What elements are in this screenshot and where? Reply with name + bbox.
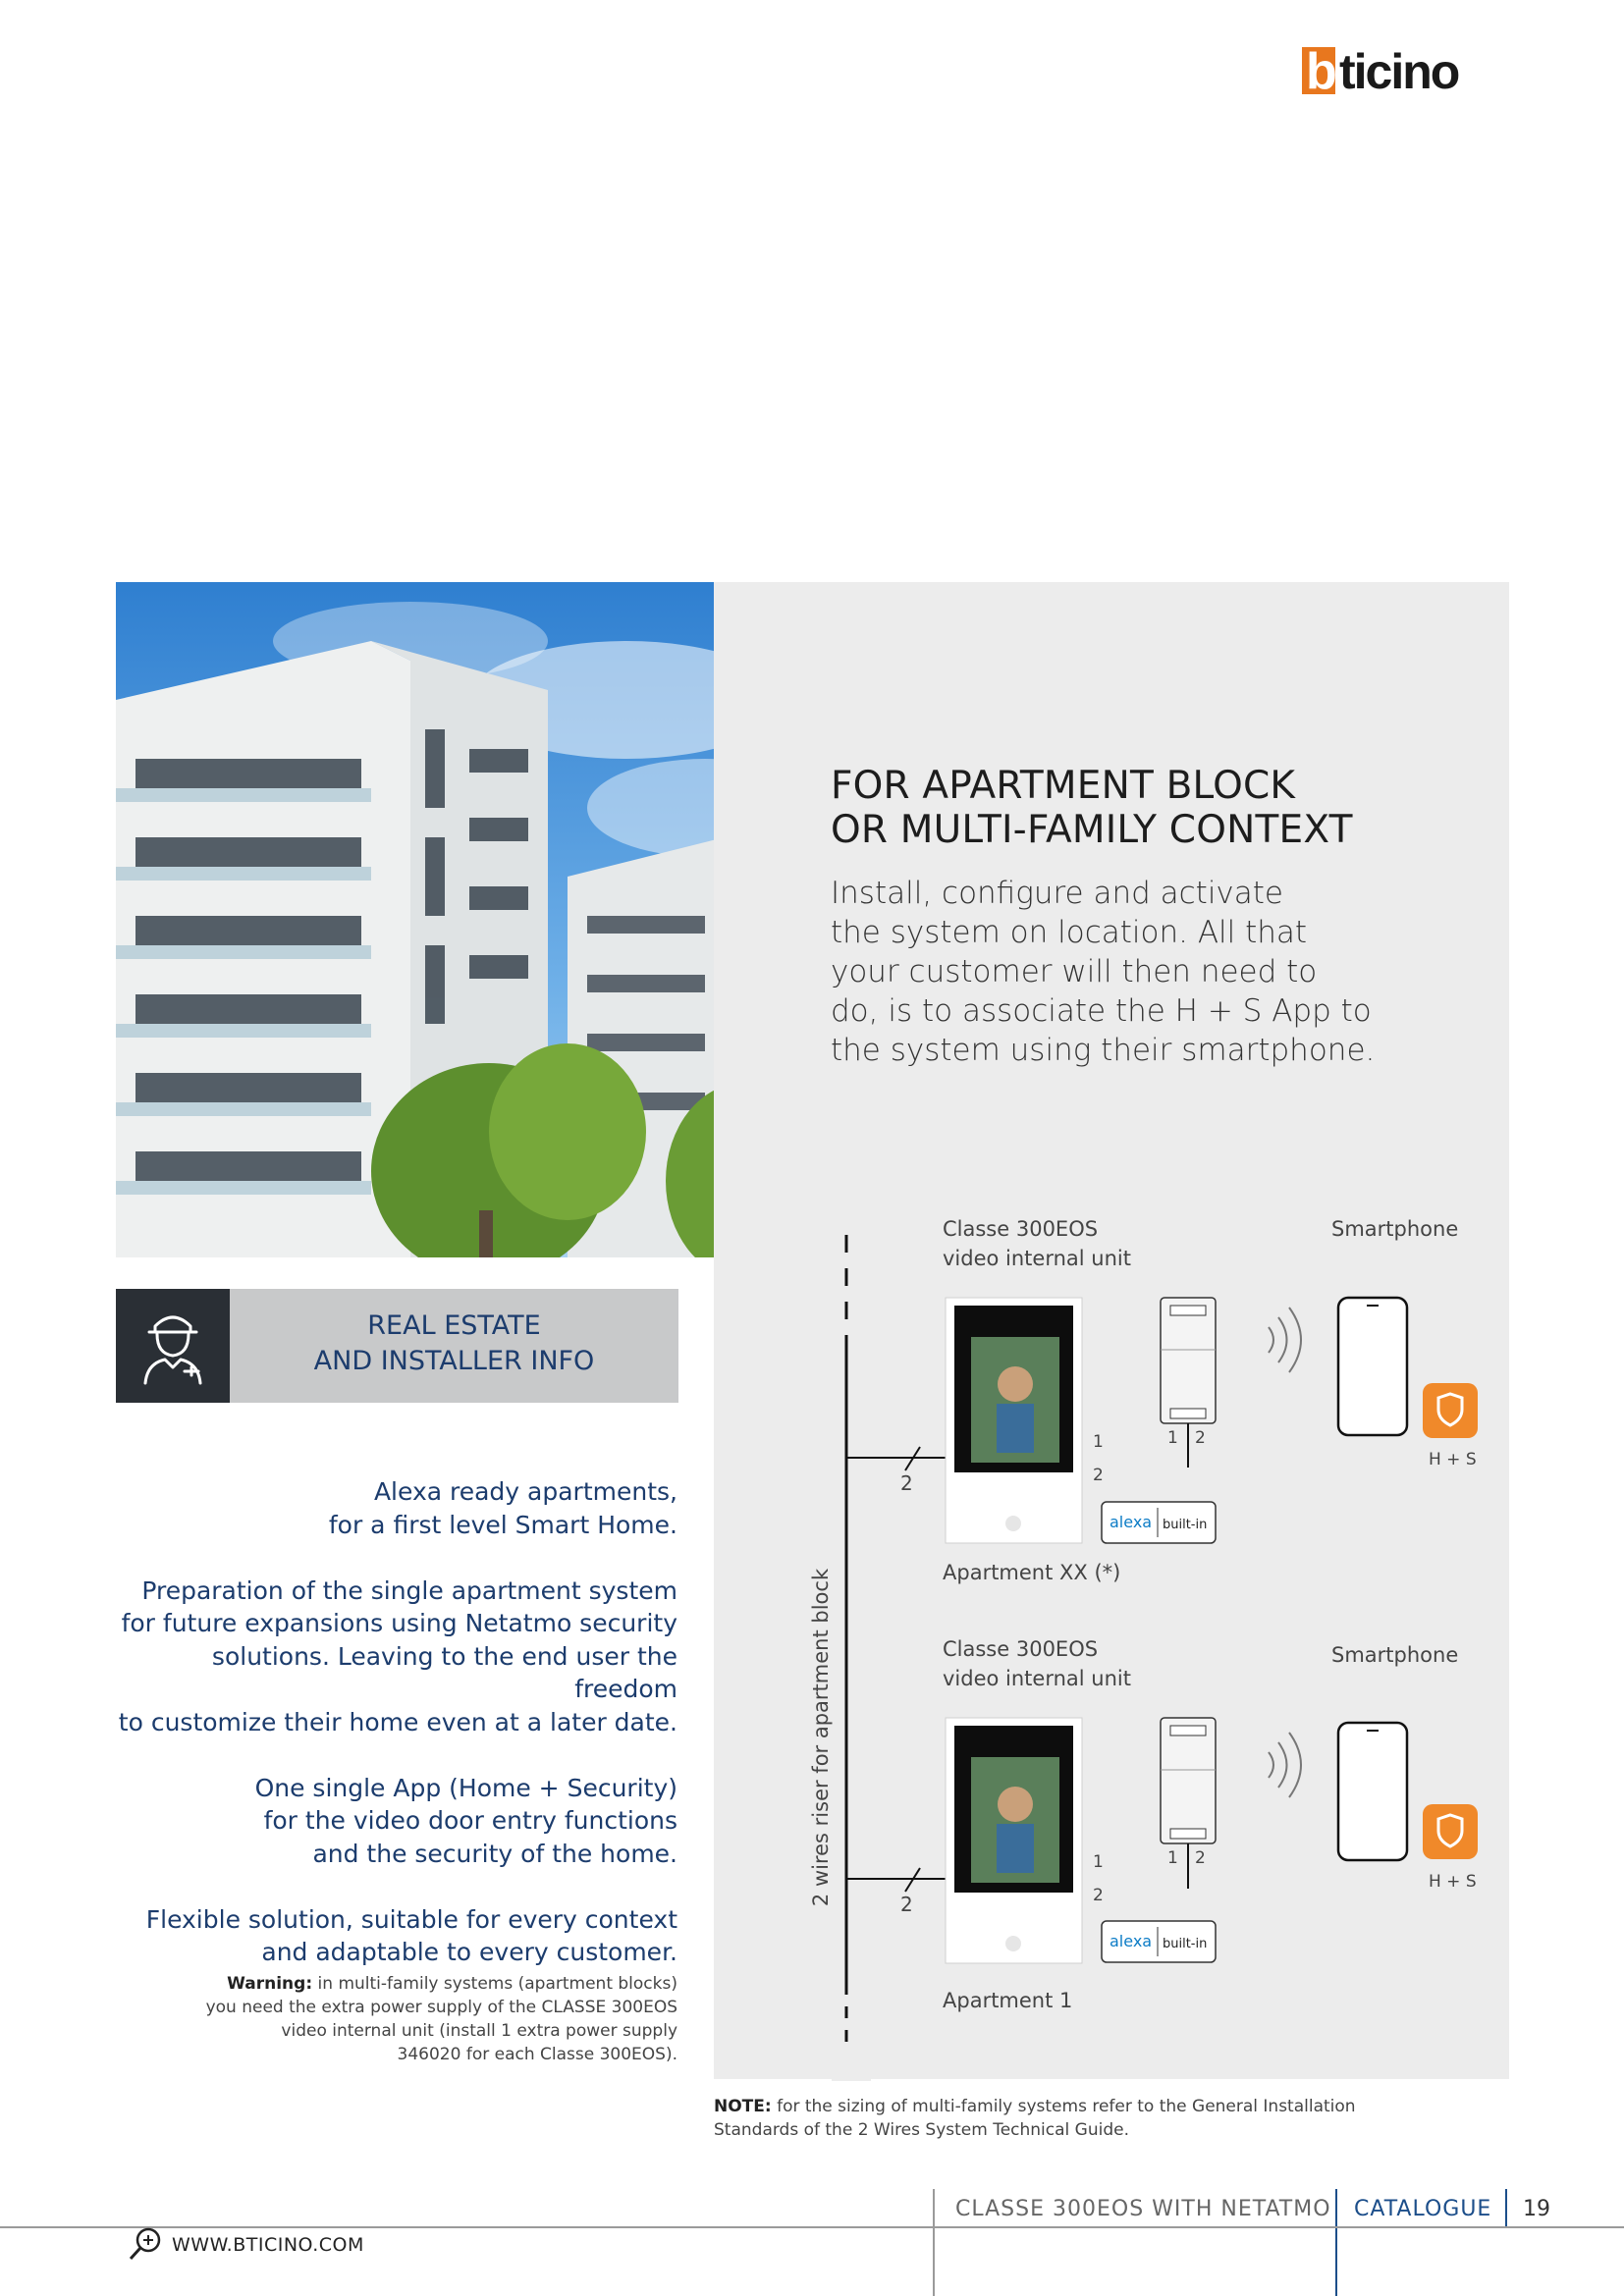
benefit-item bbox=[116, 1903, 677, 1969]
benefit-line: Preparation of the single apartment system bbox=[141, 1575, 677, 1605]
warning-label: Warning: bbox=[227, 1974, 313, 1994]
wifi-signal-icon-bottom bbox=[1269, 1733, 1301, 1797]
benefit-line: and the security of the home. bbox=[312, 1839, 677, 1868]
note-text bbox=[714, 2095, 1460, 2142]
riser-label: 2 wires riser for apartment block bbox=[809, 1568, 833, 1907]
video-unit-top bbox=[946, 1298, 1082, 1543]
alexa-text-top: alexa bbox=[1110, 1513, 1153, 1531]
benefit-line: Flexible solution, suitable for every context bbox=[145, 1904, 677, 1934]
intro-line: the system using their smartphone. bbox=[831, 1033, 1376, 1068]
built-in-text-bottom: built-in bbox=[1163, 1937, 1208, 1951]
alexa-badge-top bbox=[1102, 1502, 1216, 1543]
benefit-line: for future expansions using Netatmo security bbox=[121, 1609, 677, 1637]
note-label: NOTE: bbox=[714, 2097, 772, 2116]
intro-line: do, is to associate the H + S App to bbox=[831, 993, 1372, 1029]
footer-divider bbox=[933, 2189, 935, 2296]
smartphone-icon-top bbox=[1338, 1298, 1407, 1435]
title-line-2: OR MULTI-FAMILY CONTEXT bbox=[831, 808, 1353, 852]
benefit-line: One single App (Home + Security) bbox=[254, 1773, 677, 1802]
benefit-line: for a first level Smart Home. bbox=[328, 1510, 677, 1539]
installer-label-line-1: REAL ESTATE bbox=[367, 1310, 541, 1341]
benefit-line: for the video door entry functions bbox=[263, 1806, 677, 1835]
psu-1-label-bottom: 1 bbox=[1167, 1848, 1178, 1868]
zoom-in-icon bbox=[128, 2226, 163, 2262]
unit-title-bottom-2: video internal unit bbox=[943, 1667, 1131, 1690]
installer-label bbox=[230, 1308, 678, 1379]
smartphone-icon-bottom bbox=[1338, 1723, 1407, 1860]
bticino-logo bbox=[1302, 47, 1512, 94]
alexa-badge-bottom bbox=[1102, 1921, 1216, 1962]
svg-text:ticino: ticino bbox=[1339, 47, 1459, 94]
wire-2-label-bottom: 2 bbox=[1093, 1886, 1104, 1905]
benefits-list bbox=[116, 1475, 677, 2002]
warning-line: 346020 for each Classe 300EOS). bbox=[397, 2045, 677, 2064]
installer-icon bbox=[116, 1289, 230, 1403]
footer-rule bbox=[0, 2226, 1624, 2228]
wire-2-label-top: 2 bbox=[1093, 1466, 1104, 1485]
apartment-bottom-label: Apartment 1 bbox=[943, 1989, 1073, 2012]
unit-title-bottom-1: Classe 300EOS bbox=[943, 1637, 1099, 1661]
title-line-1: FOR APARTMENT BLOCK bbox=[831, 764, 1296, 808]
installer-icon-box bbox=[116, 1289, 230, 1403]
hs-app-icon-bottom bbox=[1423, 1804, 1478, 1859]
unit-title-top-2: video internal unit bbox=[943, 1247, 1131, 1270]
benefit-item bbox=[116, 1475, 677, 1541]
wire-count-bottom: 2 bbox=[900, 1893, 913, 1916]
apartment-building-photo bbox=[116, 582, 797, 1257]
psu-2-label-bottom: 2 bbox=[1195, 1848, 1206, 1868]
hs-app-label-top: H + S bbox=[1429, 1450, 1477, 1469]
note-line: for the sizing of multi-family systems refer to the General Installation bbox=[771, 2097, 1356, 2116]
built-in-text-top: built-in bbox=[1163, 1518, 1208, 1532]
footer-divider bbox=[1335, 2189, 1337, 2296]
unit-title-top-1: Classe 300EOS bbox=[943, 1217, 1099, 1241]
warning-text bbox=[128, 1972, 677, 2066]
psu-1-label-top: 1 bbox=[1167, 1428, 1178, 1448]
intro-line: the system on location. All that bbox=[831, 915, 1308, 950]
section-title bbox=[831, 764, 1459, 852]
intro-line: Install, configure and activate bbox=[831, 876, 1284, 911]
footer-section-title: CLASSE 300EOS WITH NETATMO bbox=[955, 2197, 1331, 2221]
apartment-top-label: Apartment XX (*) bbox=[943, 1561, 1121, 1584]
benefit-item bbox=[116, 1575, 677, 1739]
smartphone-label-top: Smartphone bbox=[1331, 1217, 1459, 1241]
smartphone-label-bottom: Smartphone bbox=[1331, 1643, 1459, 1667]
power-supply-top bbox=[1161, 1298, 1216, 1423]
note-line: Standards of the 2 Wires System Technical Guide. bbox=[714, 2120, 1129, 2140]
warning-line: in multi-family systems (apartment blocks) bbox=[312, 1974, 677, 1994]
wire-1-label-bottom: 1 bbox=[1093, 1852, 1104, 1872]
intro-line: your customer will then need to bbox=[831, 954, 1318, 989]
benefit-line: and adaptable to every customer. bbox=[261, 1938, 677, 1966]
wifi-signal-icon-top bbox=[1269, 1308, 1301, 1372]
footer-divider bbox=[1505, 2189, 1507, 2226]
page-number: 19 bbox=[1523, 2197, 1550, 2221]
installer-label-line-2: AND INSTALLER INFO bbox=[313, 1346, 595, 1376]
benefit-line: solutions. Leaving to the end user the freedom bbox=[211, 1641, 677, 1703]
video-unit-bottom bbox=[946, 1718, 1082, 1963]
intro-text bbox=[831, 874, 1459, 1070]
benefit-item bbox=[116, 1772, 677, 1871]
website-link[interactable]: WWW.BTICINO.COM bbox=[172, 2234, 364, 2256]
benefit-line: Alexa ready apartments, bbox=[373, 1477, 677, 1506]
hs-app-label-bottom: H + S bbox=[1429, 1872, 1477, 1892]
power-supply-bottom bbox=[1161, 1718, 1216, 1843]
warning-line: you need the extra power supply of the CLASSE 300EOS bbox=[205, 1998, 677, 2017]
warning-line: video internal unit (install 1 extra power supply bbox=[281, 2021, 677, 2041]
svg-text:b: b bbox=[1306, 47, 1337, 94]
wire-count-top: 2 bbox=[900, 1471, 913, 1495]
benefit-line: to customize their home even at a later date. bbox=[118, 1707, 677, 1736]
wire-1-label-top: 1 bbox=[1093, 1432, 1104, 1452]
hs-app-icon-top bbox=[1423, 1383, 1478, 1438]
psu-2-label-top: 2 bbox=[1195, 1428, 1206, 1448]
footer-catalogue: CATALOGUE bbox=[1354, 2197, 1492, 2221]
alexa-text-bottom: alexa bbox=[1110, 1932, 1153, 1950]
wiring-diagram bbox=[714, 1207, 1509, 2081]
